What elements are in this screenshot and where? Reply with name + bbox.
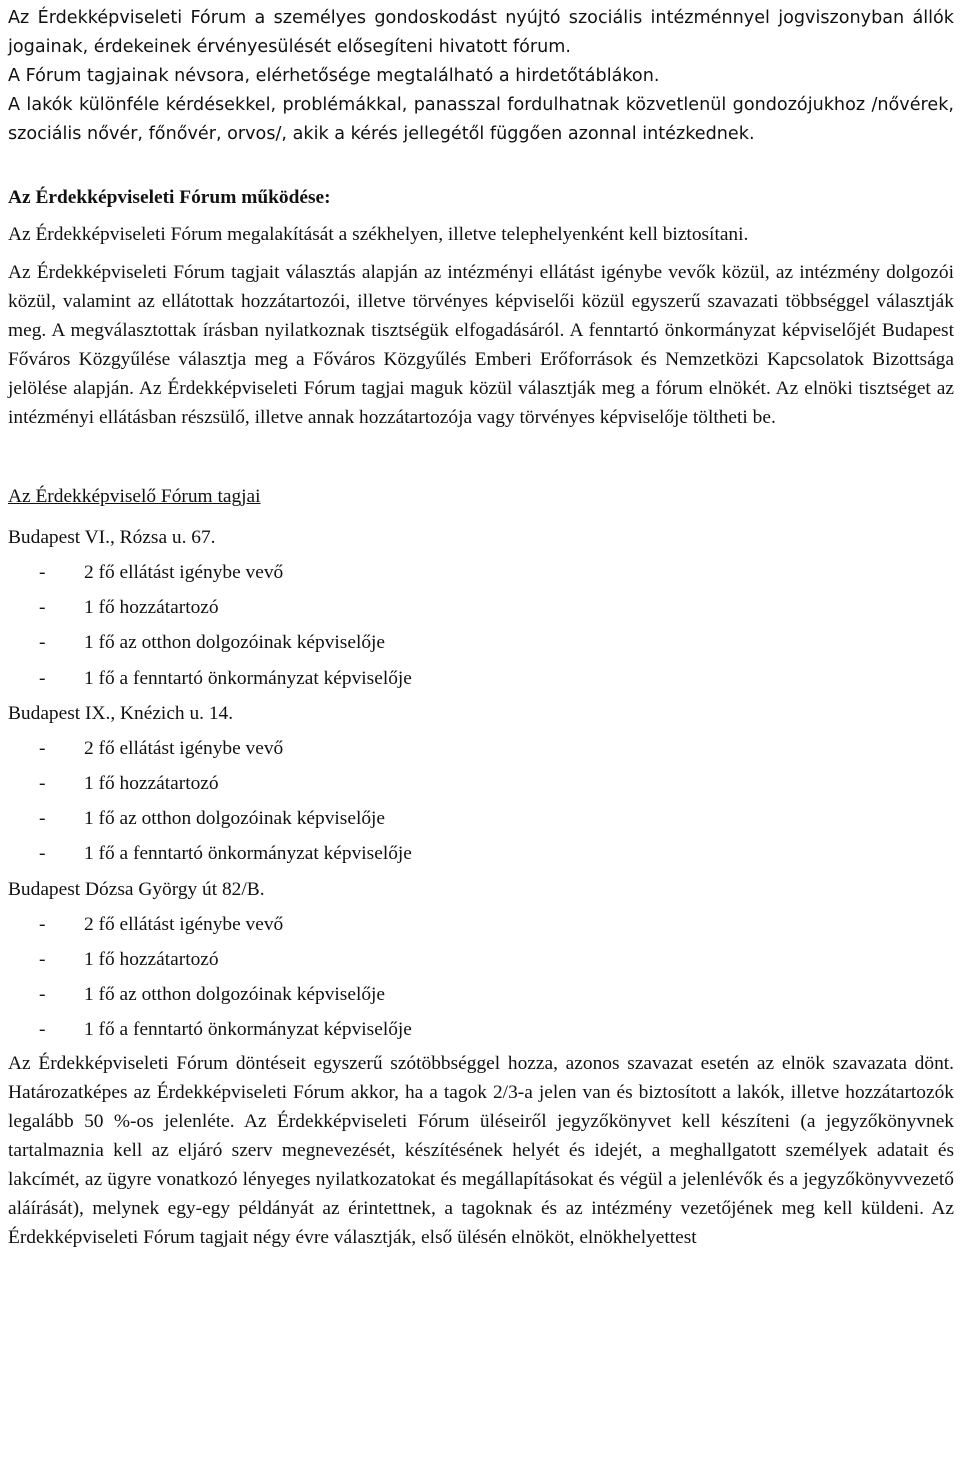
list-item-text: 1 fő az otthon dolgozóinak képviselője xyxy=(84,808,386,830)
list-item xyxy=(8,801,954,836)
operation-heading: Az Érdekképviseleti Fórum működése: xyxy=(8,187,331,208)
list-item xyxy=(8,836,954,871)
dash-marker: - xyxy=(39,737,46,759)
dash-marker: - xyxy=(39,913,46,935)
dash-marker: - xyxy=(39,773,46,795)
site-member-list xyxy=(8,907,954,1048)
dash-marker: - xyxy=(39,808,46,830)
list-item xyxy=(8,907,954,942)
list-item xyxy=(8,731,954,766)
site-title: Budapest IX., Knézich u. 14. xyxy=(8,702,234,724)
decisions-paragraph: Az Érdekképviseleti Fórum döntéseit egyszerű szótöbbséggel hozza, azonos szavazat esetén az elnök szavazata dönt. Határozatképes az Érdekképviseleti Fórum akkor, ha a tagok 2/3-a jelen van és biztosított a lakók, illetve hozzátartozók legalább 50 %-os jelenléte. Az Érdekképviseleti Fórum üléseiről jegyzőkönyvet kell készíteni (a jegyzőkönyvnek tartalmaznia kell az eljáró szerv megnevezését, készítésének helyét és idejét, a meghallgatott személyek adatait és lakcímét, az ügyre vonatkozó lényeges nyilatkozatokat és megállapításokat és végül a jelenlévők és a jegyzőkönyvvezető aláírását), melynek egy-egy példányát az érintettnek, a tagoknak és az intézmény vezetőjének meg kell küldeni. Az Érdekképviseleti Fórum tagjait négy évre választják, első ülésén elnököt, elnökhelyettest xyxy=(8,1053,954,1249)
dash-marker: - xyxy=(39,948,46,970)
members-heading: Az Érdekképviselő Fórum tagjai xyxy=(8,486,261,507)
list-item xyxy=(8,555,954,590)
dash-marker: - xyxy=(39,597,46,619)
intro-paragraph-member-list: A Fórum tagjainak névsora, elérhetősége megtalálható a hirdetőtáblákon. xyxy=(8,66,660,86)
list-item-text: 2 fő ellátást igénybe vevő xyxy=(84,737,284,759)
list-item xyxy=(8,1012,954,1047)
site-title: Budapest Dózsa György út 82/B. xyxy=(8,878,265,900)
site-member-list xyxy=(8,731,954,872)
dash-marker: - xyxy=(39,984,46,1006)
list-item xyxy=(8,766,954,801)
site-block-knezich xyxy=(8,696,954,872)
dash-marker: - xyxy=(39,562,46,583)
list-item xyxy=(8,661,954,696)
list-item-text: 1 fő hozzátartozó xyxy=(84,597,219,619)
dash-marker: - xyxy=(39,632,46,654)
list-item xyxy=(8,942,954,977)
list-item-text: 1 fő a fenntartó önkormányzat képviselője xyxy=(84,843,412,865)
site-title: Budapest VI., Rózsa u. 67. xyxy=(8,527,216,548)
dash-marker: - xyxy=(39,843,46,865)
list-item-text: 1 fő az otthon dolgozóinak képviselője xyxy=(84,632,386,654)
operation-paragraph-establishment: Az Érdekképviseleti Fórum megalakítását a székhelyen, illetve telephelyenként kell biztosítani. xyxy=(8,224,749,245)
intro-paragraph-forum-purpose: Az Érdekképviseleti Fórum a személyes gondoskodást nyújtó szociális intézménnyel jogviszonyban állók jogainak, érdekeinek érvényesülését elősegíteni hivatott fórum. xyxy=(8,8,954,57)
document-page xyxy=(8,4,954,1252)
list-item-text: 1 fő az otthon dolgozóinak képviselője xyxy=(84,984,386,1006)
dash-marker: - xyxy=(39,667,46,689)
list-item-text: 1 fő hozzátartozó xyxy=(84,948,219,970)
list-item-text: 2 fő ellátást igénybe vevő xyxy=(84,913,284,935)
list-item-text: 1 fő hozzátartozó xyxy=(84,773,219,795)
list-item xyxy=(8,977,954,1012)
site-member-list xyxy=(8,555,954,696)
dash-marker: - xyxy=(39,1019,46,1041)
operation-paragraph-election: Az Érdekképviseleti Fórum tagjait választás alapján az intézményi ellátást igénybe vevők közül, az intézmény dolgozói közül, valamint az ellátottak hozzátartozói, illetve törvényes képviselői közül egyszerű szavazati többséggel választják meg. A megválasztottak írásban nyilatkoznak tisztségük elfogadásáról. A fenntartó önkormányzat képviselőjét Budapest Főváros Közgyűlése választja meg a Főváros Közgyűlés Emberi Erőforrások és Nemzetközi Kapcsolatok Bizottsága jelölése alapján. Az Érdekképviseleti Fórum tagjai maguk közül választják meg a fórum elnökét. Az elnöki tisztséget az intézményi ellátásban részsülő, illetve annak hozzátartozója vagy törvényes képviselője töltheti be. xyxy=(8,262,954,428)
site-block-dozsa xyxy=(8,872,954,1048)
intro-paragraph-complaints: A lakók különféle kérdésekkel, problémákkal, panasszal fordulhatnak közvetlenül gondozójukhoz /nővérek, szociális nővér, főnővér, orvos/, akik a kérés jellegétől függően azonnal intézkednek. xyxy=(8,95,954,144)
list-item-text: 1 fő a fenntartó önkormányzat képviselője xyxy=(84,1019,412,1041)
site-block-rozsa xyxy=(8,520,954,696)
list-item-text: 2 fő ellátást igénybe vevő xyxy=(84,562,284,583)
list-item-text: 1 fő a fenntartó önkormányzat képviselője xyxy=(84,667,412,689)
list-item xyxy=(8,590,954,625)
list-item xyxy=(8,625,954,660)
